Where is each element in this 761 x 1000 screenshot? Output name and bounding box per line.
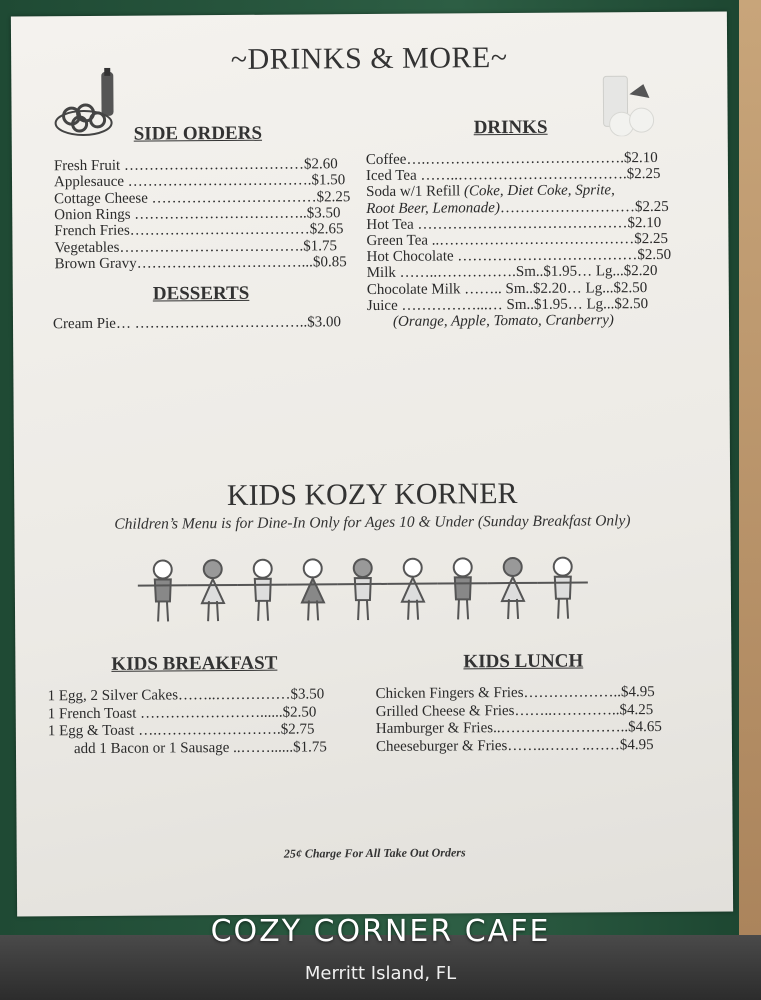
- menu-item-price: $2.65: [309, 221, 344, 238]
- menu-item-price: $2.50: [282, 703, 317, 721]
- onion-rings-ketchup-icon: [53, 68, 124, 140]
- kids-holding-hands-icon: [135, 552, 606, 630]
- menu-item-text: Fresh Fruit ………………………………: [53, 156, 304, 175]
- menu-item-text: Soda w/1 Refill: [366, 183, 461, 201]
- menu-item-price: $2.50: [613, 279, 648, 296]
- kids-note: Children’s Menu is for Dine-In Only for Ages 10 & Under (Sunday Breakfast Only): [114, 512, 631, 533]
- menu-item-line: [48, 686, 325, 705]
- menu-item-line: [48, 721, 315, 740]
- menu-item-price: $4.95: [620, 684, 655, 701]
- drinks-heading: DRINKS: [473, 116, 548, 139]
- kid-figure: [438, 558, 488, 619]
- menu-item-text: Coffee….………………………………….: [365, 150, 624, 169]
- kid-figure: [138, 560, 188, 621]
- kid-figure: [238, 560, 288, 621]
- menu-item-line: [376, 719, 662, 738]
- menu-item-price: $2.50: [637, 247, 672, 264]
- menu-item-price: $3.00: [307, 314, 341, 331]
- kid-figure: [388, 559, 438, 620]
- menu-item-text: Juice ……………...… Sm..$1.95… Lg...: [366, 296, 615, 314]
- kid-figure: [188, 560, 238, 621]
- menu-item-line: [74, 739, 327, 758]
- kids-breakfast-heading: KIDS BREAKFAST: [111, 652, 278, 675]
- menu-item-text: Cream Pie… ……………………………..: [52, 314, 308, 333]
- menu-item-text: Iced Tea ……..…………………………….: [365, 166, 627, 185]
- menu-item-price: $2.20: [623, 263, 658, 280]
- photo-caption-title: COZY CORNER CAFE: [210, 914, 551, 949]
- menu-item-text: add 1 Bacon or 1 Sausage ..……......: [73, 739, 294, 757]
- kid-figure: [488, 558, 538, 619]
- menu-item-text: 1 Egg & Toast ….…………………….: [47, 721, 281, 740]
- menu-item-line: [376, 737, 654, 756]
- menu-item-price: $4.25: [619, 701, 654, 718]
- menu-item-price: $3.50: [306, 205, 341, 222]
- menu-item-price: $2.25: [634, 198, 669, 215]
- menu-item-line: [376, 684, 655, 703]
- menu-item-price: $1.75: [303, 237, 338, 254]
- menu-item-text: Hamburger & Fries..……………………..: [375, 719, 629, 737]
- menu-item-line: [376, 702, 654, 721]
- kid-figure: [538, 557, 588, 618]
- menu-item-price: $2.25: [316, 188, 351, 205]
- kids-title: KIDS KOZY KORNER: [226, 476, 518, 513]
- menu-item-price: $1.75: [293, 738, 327, 756]
- menu-item-text: Cheeseburger & Fries……..……. ..……: [375, 736, 620, 755]
- menu-item-text: Chocolate Milk …….. Sm..$2.20… Lg...: [366, 279, 614, 298]
- takeout-footnote: 25¢ Charge For All Take Out Orders: [283, 845, 466, 861]
- menu-item-price: $2.75: [280, 721, 315, 738]
- menu-item-note: Root Beer, Lemonade): [366, 199, 500, 217]
- juice-note: (Orange, Apple, Tomato, Cranberry): [392, 312, 614, 330]
- menu-item-line: [48, 704, 317, 723]
- menu-item-price: $2.25: [634, 230, 669, 248]
- menu-item-text: Onion Rings ……………………………..: [54, 205, 307, 224]
- menu-item-price: $2.10: [623, 149, 658, 167]
- menu-item-dots: ………………………: [499, 198, 635, 216]
- drink-glass-icon: [599, 74, 657, 136]
- menu-item-price: $2.60: [303, 156, 338, 173]
- kids-lunch-heading: KIDS LUNCH: [463, 650, 584, 673]
- menu-item-text: Vegetables……………………………….: [54, 237, 304, 256]
- menu-item-price: $4.95: [619, 736, 654, 753]
- menu-item-text: Hot Tea ……………………………………: [366, 215, 628, 233]
- menu-item-price: $2.25: [626, 166, 661, 183]
- menu-item-text: 1 Egg, 2 Silver Cakes……..……………: [47, 686, 291, 705]
- menu-item-line: [366, 166, 661, 185]
- desserts-heading: DESSERTS: [152, 282, 250, 305]
- menu-item-price: $2.10: [627, 214, 662, 232]
- menu-item-line: [53, 314, 341, 333]
- menu-item-text: Brown Gravy……………………………...: [54, 254, 313, 273]
- menu-item-text: Green Tea ..…………………………………: [366, 231, 635, 250]
- menu-page: [11, 12, 733, 917]
- menu-item-text: Chicken Fingers & Fries………………..: [375, 684, 622, 702]
- menu-item-text: Milk ……..…………….Sm..$1.95… Lg...: [366, 263, 624, 282]
- kid-figure: [338, 559, 388, 620]
- menu-item-text: French Fries………………………………: [54, 221, 310, 240]
- kid-figure: [288, 559, 338, 620]
- side-orders-heading: SIDE ORDERS: [133, 122, 263, 145]
- menu-title: ~DRINKS & MORE~: [230, 41, 508, 76]
- wood-table-edge: [739, 0, 761, 1000]
- menu-item-text: Grilled Cheese & Fries……..…………..: [375, 701, 620, 720]
- menu-item-price: $1.50: [311, 172, 346, 189]
- photo-caption-location: Merritt Island, FL: [304, 963, 457, 984]
- menu-item-text: Applesauce ……………………………….: [53, 172, 312, 191]
- menu-item-price: $3.50: [290, 686, 325, 703]
- menu-item-price: $4.65: [627, 718, 662, 736]
- menu-item-line: [55, 254, 347, 273]
- menu-item-text: 1 French Toast ……………………......: [47, 704, 283, 722]
- menu-item-note: (Coke, Diet Coke, Sprite,: [460, 182, 615, 200]
- menu-item-price: $2.50: [614, 295, 649, 313]
- menu-item-text: Hot Chocolate ………………………………: [366, 247, 638, 266]
- menu-item-price: $0.85: [312, 253, 347, 271]
- menu-item-text: Cottage Cheese ……………………………: [54, 188, 317, 207]
